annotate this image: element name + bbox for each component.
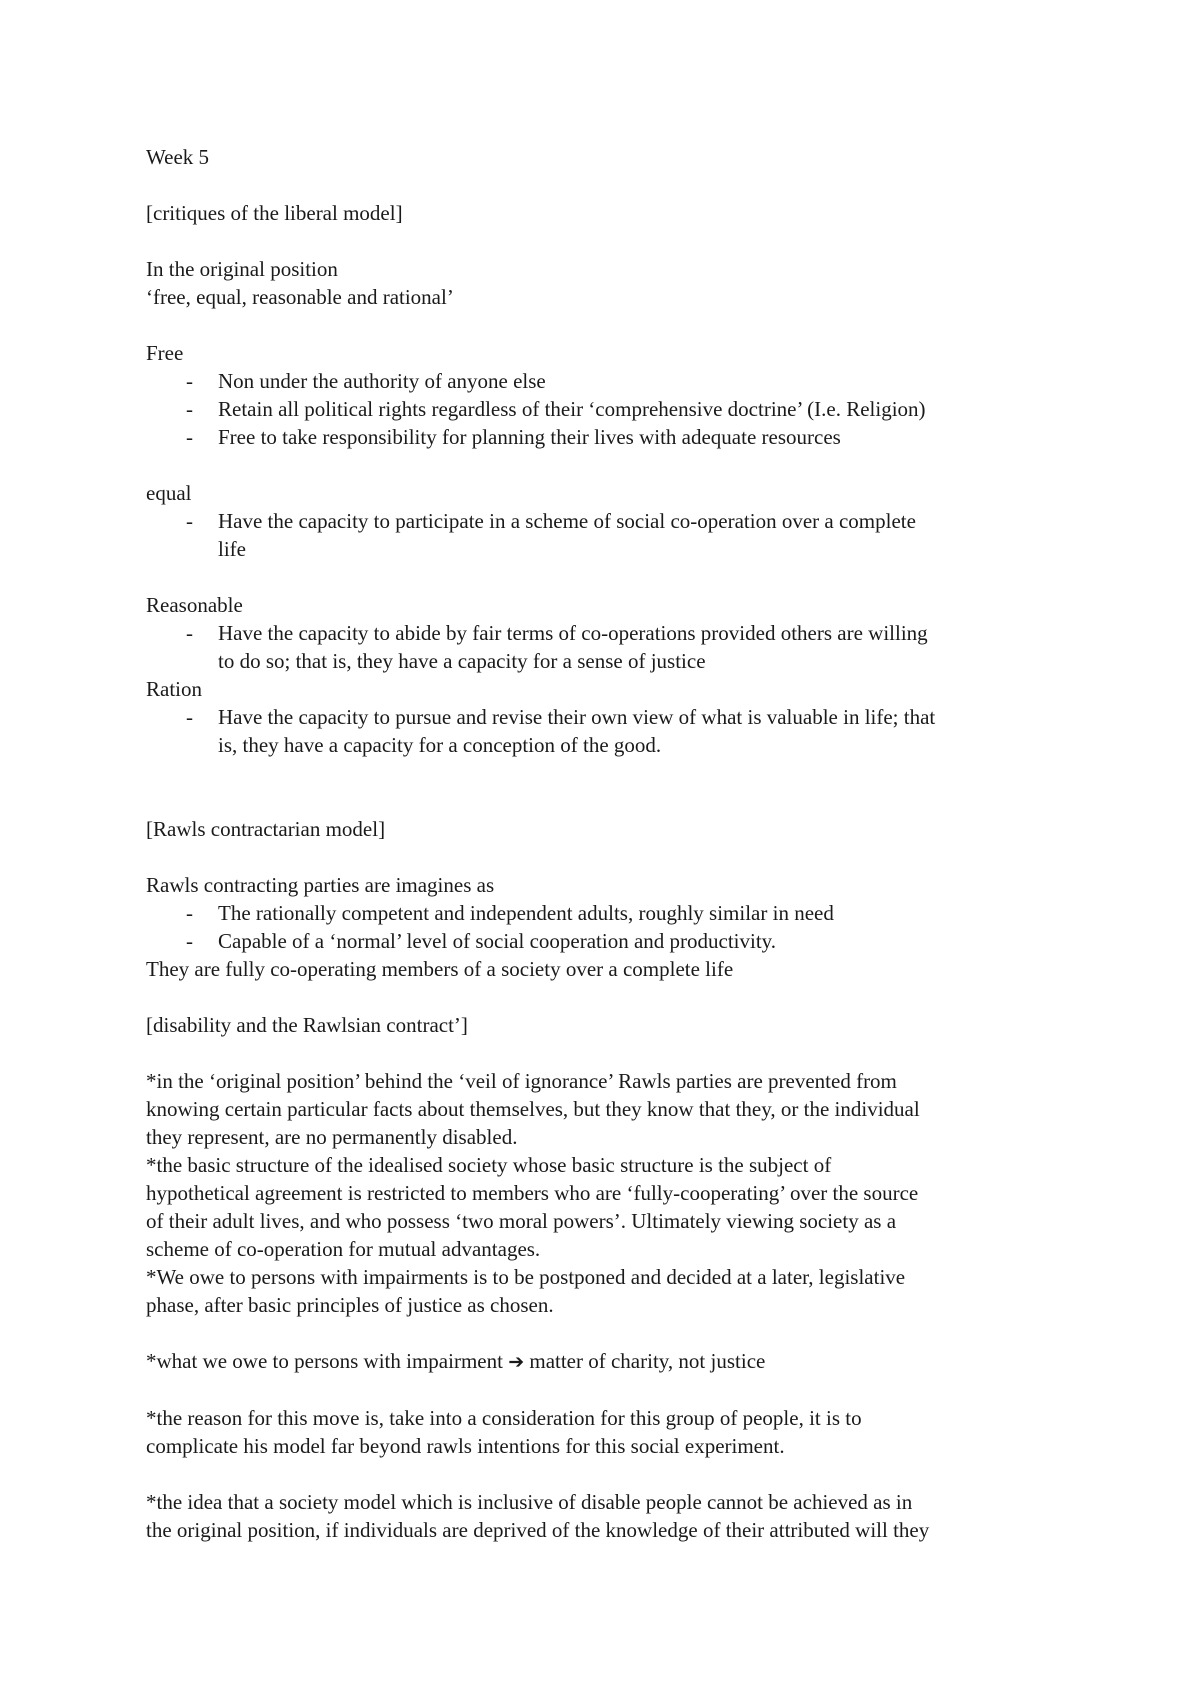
subheading-ration: Ration — [146, 677, 202, 701]
paragraph-line: hypothetical agreement is restricted to members who are ‘fully-cooperating’ over the source — [146, 1181, 919, 1205]
right-arrow-icon: ➔ — [508, 1351, 525, 1373]
paragraph-line: scheme of co-operation for mutual advantages. — [146, 1237, 541, 1261]
paragraph — [146, 1263, 1066, 1319]
list-item — [146, 619, 1066, 675]
paragraph-line: of their adult lives, and who possess ‘two moral powers’. Ultimately viewing society as a — [146, 1209, 897, 1233]
list-item — [146, 899, 1066, 927]
intro-line: ‘free, equal, reasonable and rational’ — [146, 285, 454, 309]
paragraph-line: the original position, if individuals are deprived of the knowledge of their attributed will they — [146, 1518, 930, 1542]
paragraph-text: matter of charity, not justice — [529, 1349, 766, 1373]
list-item-text: Have the capacity to participate in a scheme of social co-operation over a complete — [218, 509, 916, 533]
bullet-dash: - — [186, 929, 193, 953]
section-heading-disability: [disability and the Rawlsian contract’] — [146, 1013, 468, 1037]
paragraph-line: Rawls contracting parties are imagines as — [146, 873, 495, 897]
subheading-reasonable: Reasonable — [146, 593, 243, 617]
paragraph-line: *We owe to persons with impairments is to be postponed and decided at a later, legislative — [146, 1265, 906, 1289]
bullet-dash: - — [186, 425, 193, 449]
paragraph — [146, 1404, 1066, 1460]
paragraph-line: They are fully co-operating members of a society over a complete life — [146, 957, 734, 981]
intro-line: In the original position — [146, 257, 338, 281]
paragraph-line: knowing certain particular facts about themselves, but they know that they, or the individual — [146, 1097, 920, 1121]
list-item — [146, 507, 1066, 563]
section-heading-critiques: [critiques of the liberal model] — [146, 201, 403, 225]
subheading-free: Free — [146, 341, 184, 365]
bullet-dash: - — [186, 369, 193, 393]
bullet-dash: - — [186, 621, 193, 645]
bullet-dash: - — [186, 509, 193, 533]
list-item — [146, 395, 1066, 423]
bullet-dash: - — [186, 705, 193, 729]
list-item-text: Non under the authority of anyone else — [218, 369, 546, 393]
bullet-dash: - — [186, 901, 193, 925]
document-page — [146, 143, 1066, 1544]
week-title: Week 5 — [146, 145, 210, 169]
list-item-text: Retain all political rights regardless of their ‘comprehensive doctrine’ (I.e. Religion) — [218, 397, 926, 421]
list-item-text: to do so; that is, they have a capacity for a sense of justice — [218, 649, 706, 673]
paragraph-line: *in the ‘original position’ behind the ‘veil of ignorance’ Rawls parties are prevented from — [146, 1069, 897, 1093]
paragraph-line: complicate his model far beyond rawls intentions for this social experiment. — [146, 1434, 785, 1458]
paragraph-line: phase, after basic principles of justice as chosen. — [146, 1293, 554, 1317]
paragraph-line: *the idea that a society model which is inclusive of disable people cannot be achieved as in — [146, 1490, 913, 1514]
list-item-text: The rationally competent and independent adults, roughly similar in need — [218, 901, 834, 925]
paragraph-line: they represent, are no permanently disabled. — [146, 1125, 518, 1149]
subheading-equal: equal — [146, 481, 192, 505]
bullet-dash: - — [186, 397, 193, 421]
paragraph-line: *the reason for this move is, take into a consideration for this group of people, it is to — [146, 1406, 862, 1430]
list-item-text: is, they have a capacity for a conception of the good. — [218, 733, 662, 757]
list-item-text: Have the capacity to pursue and revise their own view of what is valuable in life; that — [218, 705, 936, 729]
list-item — [146, 927, 1066, 955]
paragraph — [146, 1488, 1066, 1544]
list-item — [146, 423, 1066, 451]
paragraph-text: *what we owe to persons with impairment — [146, 1349, 503, 1373]
paragraph-line: *the basic structure of the idealised society whose basic structure is the subject of — [146, 1153, 832, 1177]
list-item-text: Have the capacity to abide by fair terms of co-operations provided others are willing — [218, 621, 928, 645]
paragraph-line — [146, 1347, 1066, 1376]
list-item-text: life — [218, 537, 246, 561]
paragraph — [146, 1067, 1066, 1151]
list-item-text: Capable of a ‘normal’ level of social cooperation and productivity. — [218, 929, 777, 953]
paragraph — [146, 1151, 1066, 1263]
list-item-text: Free to take responsibility for planning their lives with adequate resources — [218, 425, 841, 449]
list-item — [146, 703, 1066, 759]
list-item — [146, 367, 1066, 395]
section-heading-rawls-model: [Rawls contractarian model] — [146, 817, 386, 841]
